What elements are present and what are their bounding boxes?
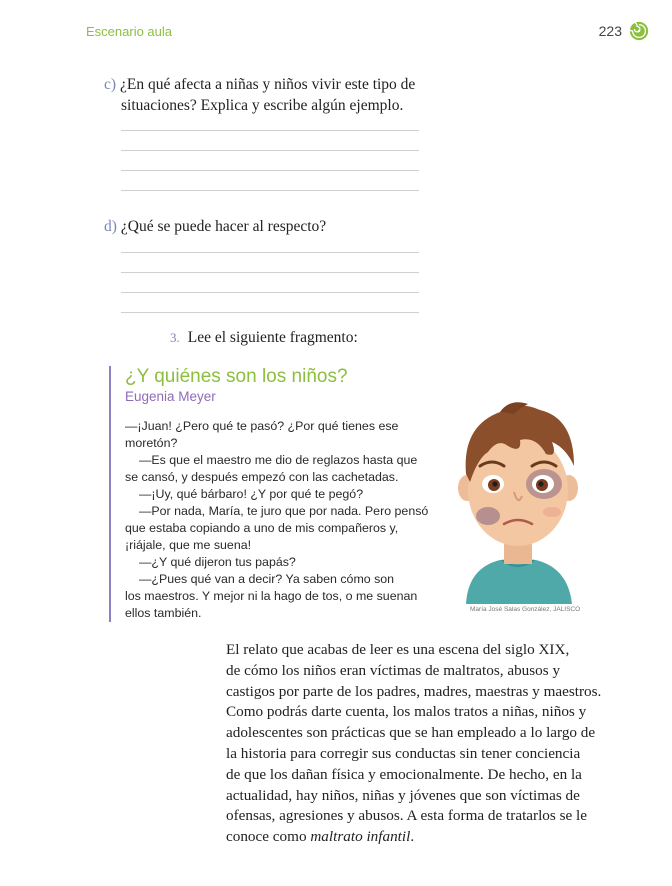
- question-d: [104, 216, 326, 237]
- fragment-line: que estaba copiando a uno de mis compañeros y,: [125, 521, 399, 535]
- answer-lines-d[interactable]: [121, 252, 419, 332]
- instruction-3: [170, 329, 358, 347]
- page-number: 223: [598, 23, 622, 39]
- fragment-line: —¡Uy, qué bárbaro! ¿Y por qué te pegó?: [139, 487, 364, 501]
- fragment-body: [125, 418, 439, 622]
- question-c-line1: ¿En qué afecta a niñas y niños vivir este tipo de: [120, 76, 416, 93]
- paragraph-last-line: [226, 827, 591, 848]
- question-c-line2: situaciones? Explica y escribe algún ejemplo.: [121, 97, 404, 114]
- fragment-title: ¿Y quiénes son los niños?: [125, 366, 348, 387]
- question-d-letter: d): [104, 218, 117, 235]
- paragraph-line: de cómo los niños eran víctimas de maltratos, abusos y: [226, 661, 561, 679]
- paragraph-last-prefix: conoce como: [226, 828, 311, 846]
- paragraph-line: castigos por parte de los padres, madres, maestras y maestros.: [226, 682, 602, 700]
- answer-lines-c[interactable]: [121, 130, 419, 210]
- fragment-author: Eugenia Meyer: [125, 389, 216, 404]
- paragraph-line: de que los dañan física y emocionalmente. De hecho, en la: [226, 765, 582, 783]
- answer-line: [121, 252, 419, 253]
- fragment-line: ¡riájale, que me suena!: [125, 538, 252, 552]
- paragraph-line: Como podrás darte cuenta, los malos tratos a niñas, niños y: [226, 703, 587, 721]
- question-d-text: ¿Qué se puede hacer al respecto?: [120, 218, 327, 235]
- paragraph-line: ofensas, agresiones y abusos. A esta forma de tratarlos se le: [226, 807, 588, 825]
- answer-line: [121, 150, 419, 151]
- illustration-credit: María José Salas González, JALISCO: [470, 606, 581, 613]
- bruised-boy-illustration: [448, 396, 588, 604]
- answer-line: [121, 130, 419, 131]
- paragraph-line: adolescentes son prácticas que se han empleado a lo largo de: [226, 724, 596, 742]
- question-c: [104, 74, 415, 116]
- fragment-line: los maestros. Y mejor ni la hago de tos, o me suenan: [125, 589, 418, 603]
- section-name: Escenario aula: [86, 24, 172, 39]
- fragment-line: —Es que el maestro me dio de reglazos hasta que: [139, 453, 418, 467]
- instruction-text: Lee el siguiente fragmento:: [187, 329, 358, 346]
- snail-icon: [628, 20, 650, 42]
- paragraph-line: actualidad, hay niños, niñas y jóvenes que son víctimas de: [226, 786, 580, 804]
- fragment-line: moretón?: [125, 436, 178, 450]
- paragraph-last-suffix: .: [410, 828, 415, 846]
- fragment-line: ellos también.: [125, 606, 202, 620]
- answer-line: [121, 312, 419, 313]
- explanatory-paragraph: [226, 640, 602, 848]
- answer-line: [121, 292, 419, 293]
- fragment-line: —¿Pues qué van a decir? Ya saben cómo son: [139, 572, 395, 586]
- fragment-line: se cansó, y después empezó con las cachetadas.: [125, 470, 399, 484]
- reading-fragment: [109, 366, 439, 622]
- paragraph-line: El relato que acabas de leer es una escena del siglo XIX,: [226, 641, 570, 658]
- answer-line: [121, 190, 419, 191]
- answer-line: [121, 272, 419, 273]
- fragment-line: —¡Juan! ¿Pero qué te pasó? ¿Por qué tienes ese: [125, 419, 399, 433]
- question-c-letter: c): [104, 76, 117, 93]
- key-term: maltrato infantil: [310, 828, 411, 846]
- instruction-number: 3.: [170, 330, 180, 345]
- fragment-line: —Por nada, María, te juro que por nada. Pero pensó: [139, 504, 429, 518]
- answer-line: [121, 170, 419, 171]
- paragraph-line: la historia para corregir sus conductas sin tener conciencia: [226, 744, 581, 762]
- page-header-right: [599, 20, 650, 42]
- fragment-line: —¿Y qué dijeron tus papás?: [139, 555, 296, 569]
